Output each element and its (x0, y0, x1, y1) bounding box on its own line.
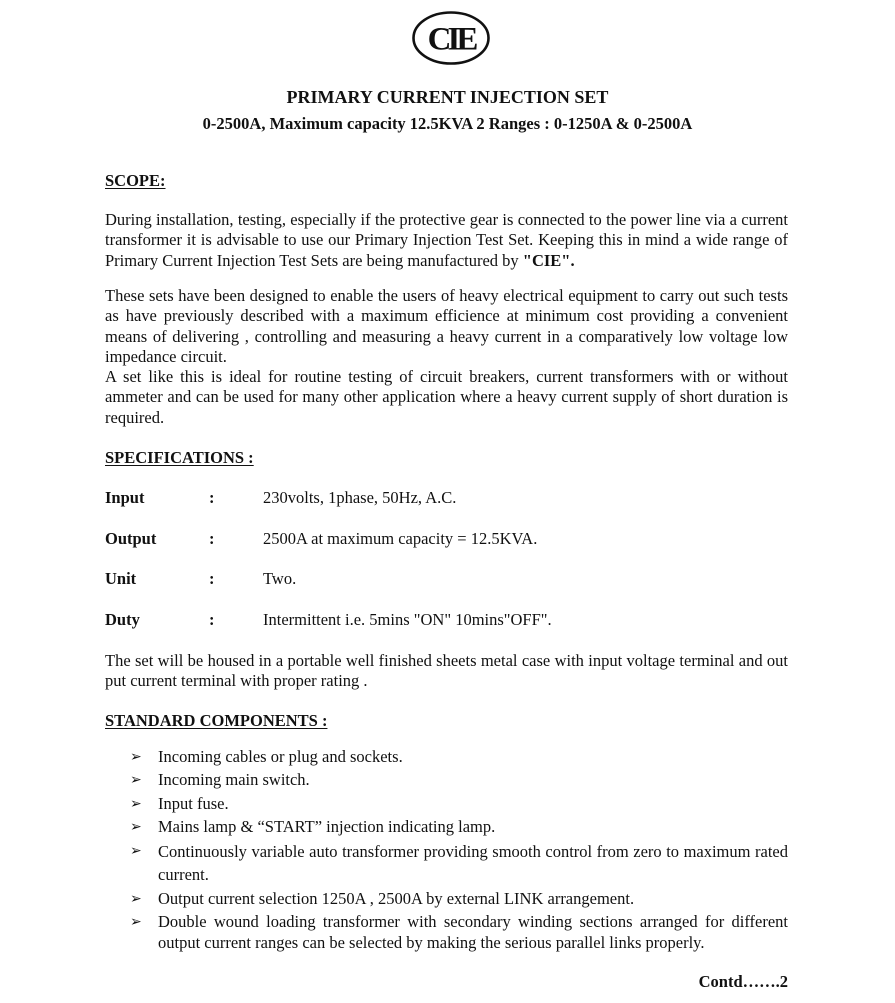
cie-logo (411, 10, 491, 66)
spec-value: 2500A at maximum capacity = 12.5KVA. (263, 529, 538, 548)
spec-label: Unit (105, 569, 137, 588)
list-item-text: Output current selection 1250A , 2500A by external LINK arrangement. (158, 889, 635, 909)
scope-paragraph-1-text: During installation, testing, especially if the protective gear is connected to the power line via a current transformer it is advisable to use our Primary Injection Test Set. Keeping this in mind a wide range of Primary Current Injection Test Sets are being manufactured by (105, 210, 788, 270)
list-item (130, 912, 788, 953)
spec-colon: : (209, 529, 215, 548)
arrow-bullet-icon: ➢ (130, 772, 142, 789)
arrow-bullet-icon: ➢ (130, 818, 142, 835)
spec-label: Duty (105, 610, 140, 629)
list-item-text: Input fuse. (158, 793, 229, 813)
document-subtitle: 0-2500A, Maximum capacity 12.5KVA 2 Ranges : 0-1250A & 0-2500A (202, 114, 693, 133)
list-item (130, 817, 788, 837)
spec-colon: : (209, 488, 215, 507)
cie-logo-lettering: CIE (427, 21, 475, 58)
spec-row-duty (105, 610, 788, 632)
list-item (130, 747, 788, 767)
spec-label: Output (105, 529, 157, 548)
list-item-text: Continuously variable auto transformer providing smooth control from zero to maximum rated current. (158, 842, 788, 885)
document-title: PRIMARY CURRENT INJECTION SET (286, 87, 609, 107)
list-item-text: Incoming cables or plug and sockets. (158, 747, 403, 766)
scope-heading: SCOPE: (105, 171, 166, 190)
spec-row-input (105, 488, 788, 510)
specifications-heading: SPECIFICATIONS : (105, 448, 254, 467)
arrow-bullet-icon: ➢ (130, 891, 142, 908)
scope-paragraph-1 (105, 210, 788, 271)
list-item (130, 770, 788, 790)
arrow-bullet-icon: ➢ (130, 914, 142, 931)
arrow-bullet-icon: ➢ (130, 795, 142, 812)
list-item-text: Mains lamp & “START” injection indicating lamp. (158, 816, 496, 836)
continued-page-marker: Contd…….2 (698, 972, 788, 991)
housing-note: The set will be housed in a portable well finished sheets metal case with input voltage terminal and out put current terminal with proper rating . (105, 651, 788, 691)
cie-logo-emblem (411, 10, 491, 66)
scope-paragraph-2: These sets have been designed to enable the users of heavy electrical equipment to carry out such tests as have previously described with a maximum efficience at minimum cost providing a convenient means of delivering , controlling and measuring a heavy current in a comparatively low voltage low impedance circuit. (105, 286, 788, 366)
spec-value: Two. (263, 569, 297, 588)
standard-components-heading: STANDARD COMPONENTS : (105, 711, 328, 730)
standard-components-list (130, 747, 788, 953)
list-item-text: Double wound loading transformer with secondary winding sections arranged for different output current ranges can be selected by making the serious parallel links properly. (158, 912, 788, 952)
list-item (130, 794, 788, 814)
list-item (130, 840, 788, 886)
scope-paragraph-3: A set like this is ideal for routine testing of circuit breakers, current transformers with or without ammeter and can be used for many other application where a heavy current supply of short duration is required. (105, 367, 788, 427)
spec-value: 230volts, 1phase, 50Hz, A.C. (263, 488, 457, 507)
list-item (130, 889, 788, 909)
spec-colon: : (209, 610, 215, 629)
arrow-bullet-icon: ➢ (130, 749, 142, 765)
spec-label: Input (105, 488, 145, 507)
brand-name: "CIE". (522, 250, 575, 270)
arrow-bullet-icon: ➢ (130, 843, 142, 860)
list-item-text: Incoming main switch. (158, 770, 310, 790)
spec-value: Intermittent i.e. 5mins "ON" 10mins"OFF". (263, 610, 552, 629)
spec-row-unit (105, 569, 788, 591)
spec-colon: : (209, 569, 215, 588)
spec-row-output (105, 529, 788, 551)
